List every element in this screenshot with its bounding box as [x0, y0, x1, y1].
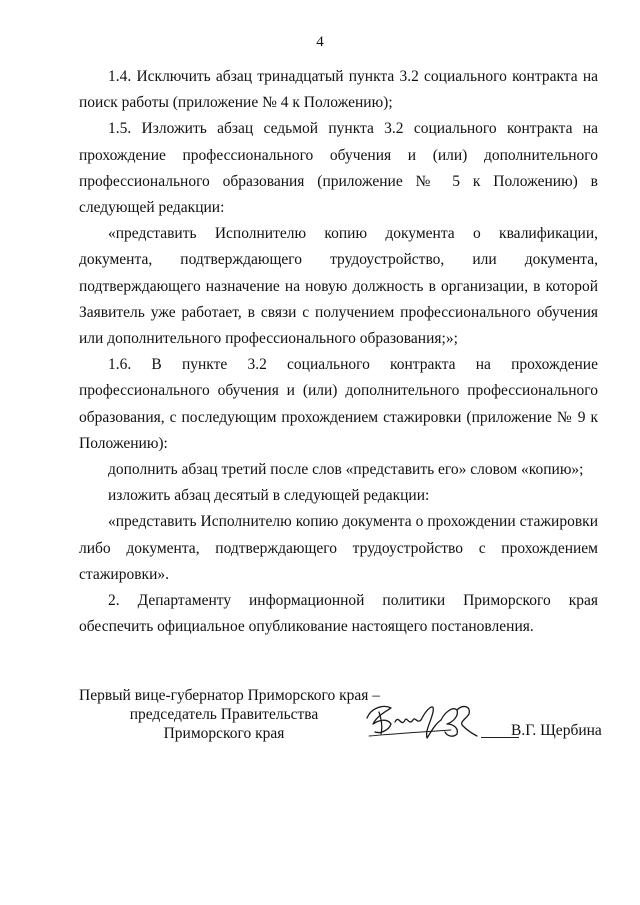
signatory-title-line-1: Первый вице-губернатор Приморского края – [79, 687, 381, 704]
page-number: 4 [316, 34, 324, 50]
handwritten-signature-icon [361, 694, 491, 746]
paragraph-2: 2. Департаменту информационной политики Приморского края обеспечить официальное опубликование настоящего постановления. [79, 592, 598, 636]
paragraph-1-6-item-2: изложить абзац десятый в следующей редакции: [108, 487, 430, 505]
paragraph-1-5: 1.5. Изложить абзац седьмой пункта 3.2 социального контракта на прохождение профессионального обучения и (или) дополнительного профессионального образования (приложение № 5 к Положению) в следующей редакции: [79, 120, 598, 217]
paragraph-1-6-item-1: дополнить абзац третий после слов «представить его» словом «копию»; [108, 461, 584, 479]
paragraph-1-5-quote: «представить Исполнителю копию документа о квалификации, документа, подтверждающего трудоустройство, или документа, подтверждающего назначение на новую должность в организации, в которой Заявитель уже работает, в связи с получением профессионального обучения или дополнительного профессионального образования;»; [79, 225, 598, 348]
signatory-title-line-2: председатель Правительства [129, 706, 319, 723]
signature-block [79, 686, 602, 756]
signatory-title [79, 686, 381, 743]
signatory-title-line-3: Приморского края [163, 725, 285, 742]
paragraph-1-6-quote: «представить Исполнителю копию документа о прохождении стажировки либо документа, подтверждающего трудоустройство с прохождением стажировки». [79, 513, 598, 583]
document-body [79, 64, 598, 640]
paragraph-1-6: 1.6. В пункте 3.2 социального контракта на прохождение профессионального обучения и (или) дополнительного профессионального образования, с последующим прохождением стажировки (приложение № 9 к Положению): [79, 356, 598, 452]
signatory-name: В.Г. Щербина [511, 722, 602, 739]
paragraph-1-4: 1.4. Исключить абзац тринадцатый пункта 3.2 социального контракта на поиск работы (приложение № 4 к Положению); [79, 68, 598, 112]
